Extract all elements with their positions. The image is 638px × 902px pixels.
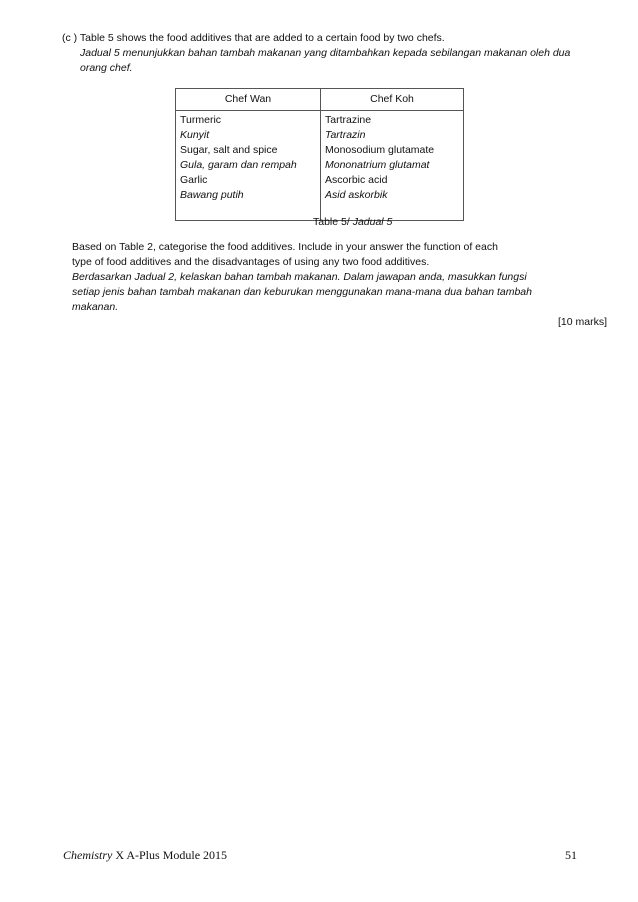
footer-book-subject: Chemistry (63, 848, 113, 862)
list-item: Monosodium glutamate (325, 144, 435, 156)
task-malay-line-1: Berdasarkan Jadual 2, kelaskan bahan tambah makanan. Dalam jawapan anda, masukkan fungsi (72, 271, 527, 283)
chef-koh-additives (321, 111, 464, 221)
list-item: Gula, garam dan rempah (180, 159, 297, 171)
list-item: Asid askorbik (325, 189, 388, 201)
food-additives-table (175, 88, 464, 221)
list-item: Kunyit (180, 129, 210, 141)
task-english-line-2: type of food additives and the disadvantages of using any two food additives. (72, 256, 430, 268)
list-item: Garlic (180, 174, 208, 186)
table-header-row (176, 89, 464, 111)
table-caption-malay: Jadual 5 (352, 216, 393, 228)
table-row (176, 111, 464, 221)
chef-wan-additives (176, 111, 321, 221)
header-chef-wan: Chef Wan (176, 89, 321, 111)
list-item: Tartrazine (325, 114, 372, 126)
footer-book-rest: X A-Plus Module 2015 (112, 848, 228, 862)
task-malay-line-2: setiap jenis bahan tambah makanan dan keburukan menggunakan mana-mana dua bahan tambah (72, 286, 532, 298)
intro-english: (c ) Table 5 shows the food additives that are added to a certain food by two chefs. (62, 32, 445, 44)
page-number: 51 (565, 848, 577, 862)
task-malay-line-3: makanan. (72, 301, 119, 313)
table-caption (313, 216, 392, 228)
list-item: Bawang putih (180, 189, 244, 201)
intro-malay-line-2: orang chef. (80, 62, 133, 74)
table-caption-english: Table 5/ (313, 216, 353, 228)
header-chef-koh: Chef Koh (321, 89, 464, 111)
intro-malay-line-1: Jadual 5 menunjukkan bahan tambah makanan yang ditambahkan kepada sebilangan makanan oleh dua (80, 47, 571, 59)
list-item: Turmeric (180, 114, 222, 126)
marks-allocation: [10 marks] (557, 316, 607, 328)
list-item: Ascorbic acid (325, 174, 388, 186)
footer-book-title (63, 848, 227, 863)
list-item: Mononatrium glutamat (325, 159, 430, 171)
list-item: Sugar, salt and spice (180, 144, 278, 156)
task-english-line-1: Based on Table 2, categorise the food additives. Include in your answer the function of each (72, 241, 498, 253)
list-item: Tartrazin (325, 129, 366, 141)
